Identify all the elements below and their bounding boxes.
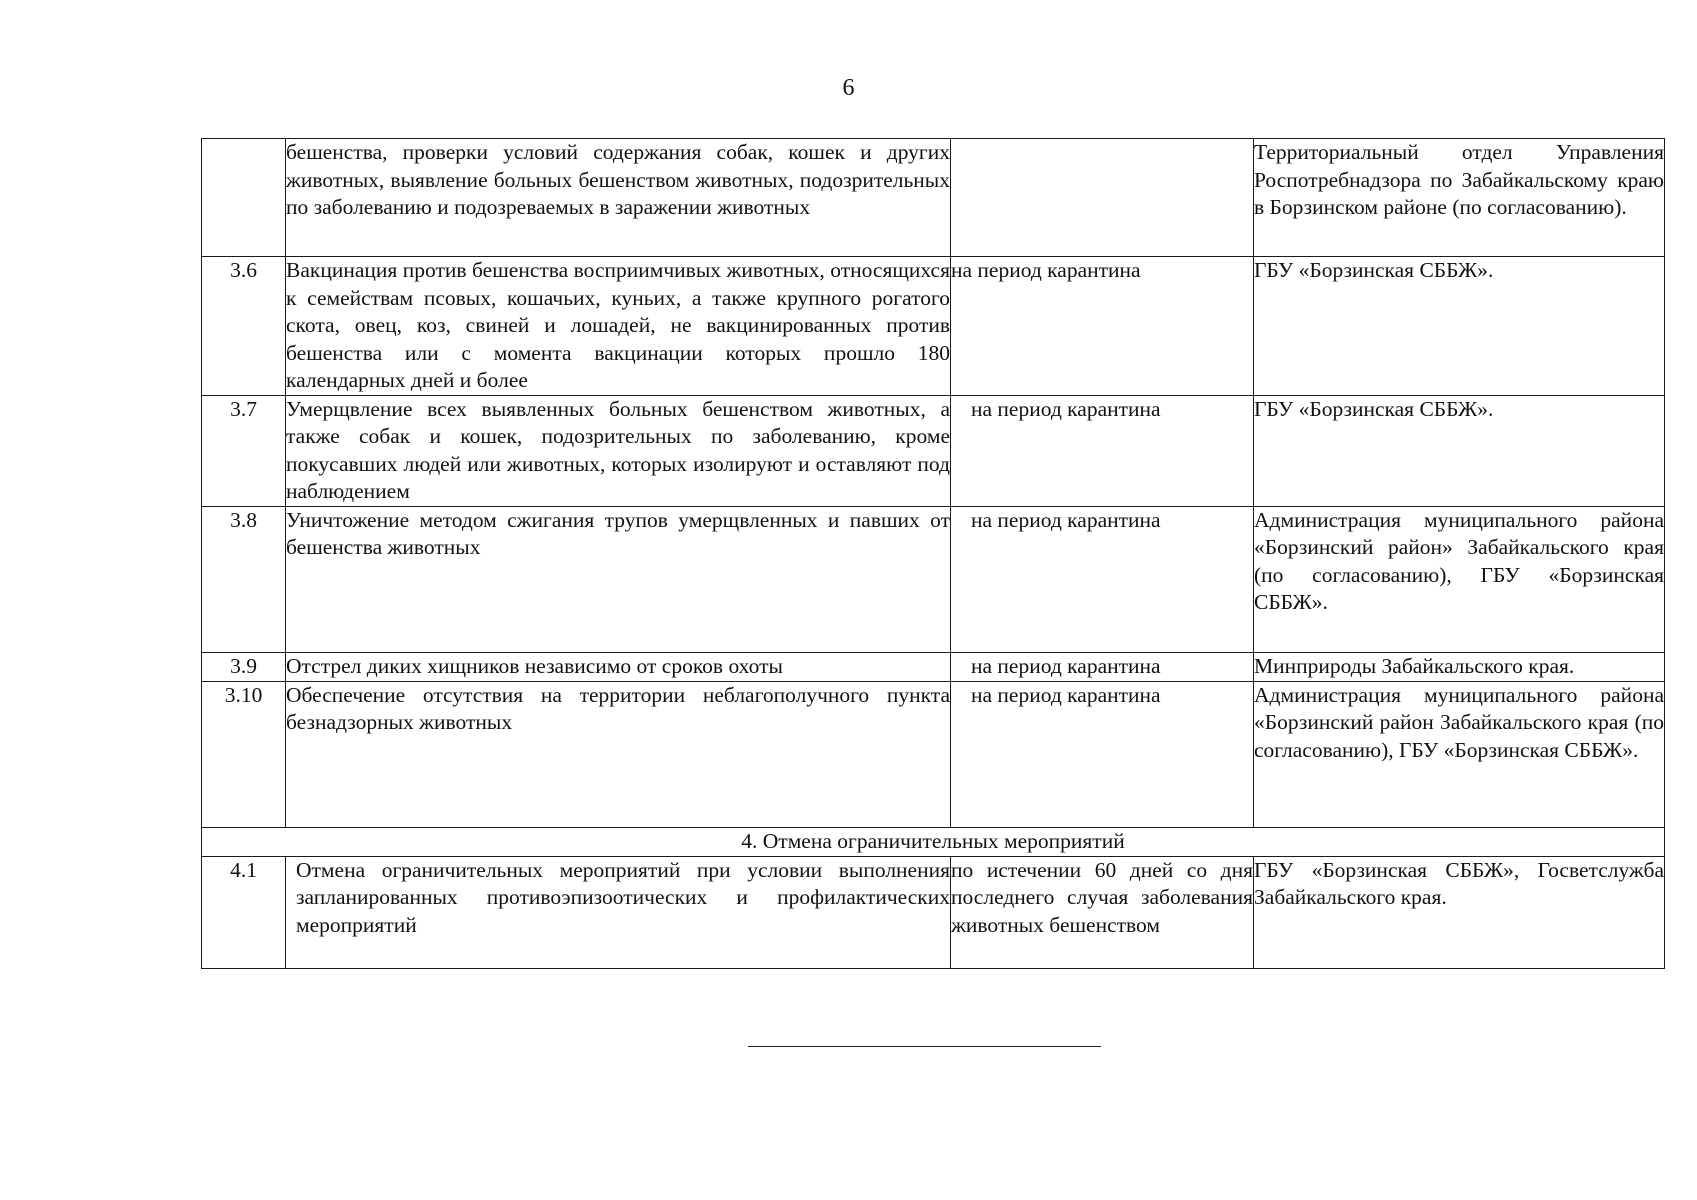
table-row (202, 139, 1665, 257)
row-number: 3.10 (202, 681, 286, 827)
row-number: 3.6 (202, 257, 286, 396)
row-number: 3.8 (202, 506, 286, 652)
table-row (202, 395, 1665, 506)
term-cell: на период карантина (951, 681, 1254, 827)
table-row (202, 856, 1665, 968)
end-of-document-line (748, 1046, 1101, 1047)
responsible-cell: Администрация муниципального района «Борзинский район» Забайкальского края (по согласованию), ГБУ «Борзинская СББЖ». (1254, 506, 1665, 652)
page-number: 6 (842, 75, 855, 101)
measure-cell: Отстрел диких хищников независимо от сроков охоты (286, 652, 951, 681)
table-row (202, 681, 1665, 827)
measure-cell: Вакцинация против бешенства восприимчивых животных, относящихся к семействам псовых, кошачьих, куньих, а также крупного рогатого скота, овец, коз, свиней и лошадей, не вакцинированных против бешенства или с момента вакцинации которых прошло 180 календарных дней и более (286, 257, 951, 396)
term-cell: на период карантина (951, 395, 1254, 506)
row-number: 3.7 (202, 395, 286, 506)
responsible-cell: Администрация муниципального района «Борзинский район Забайкальского края (по согласованию), ГБУ «Борзинская СББЖ». (1254, 681, 1665, 827)
responsible-cell: ГБУ «Борзинская СББЖ». (1254, 257, 1665, 396)
table-row (202, 652, 1665, 681)
table-row (202, 257, 1665, 396)
responsible-cell: ГБУ «Борзинская СББЖ», Госветслужба Забайкальского края. (1254, 856, 1665, 968)
term-cell: на период карантина (951, 257, 1254, 396)
row-number: 4.1 (202, 856, 286, 968)
section-title: 4. Отмена ограничительных мероприятий (202, 827, 1665, 856)
term-cell: на период карантина (951, 506, 1254, 652)
measures-table (201, 138, 1665, 969)
measure-cell: Обеспечение отсутствия на территории неблагополучного пункта безнадзорных животных (286, 681, 951, 827)
term-cell (951, 139, 1254, 257)
measure-cell: Уничтожение методом сжигания трупов умерщвленных и павших от бешенства животных (286, 506, 951, 652)
measure-cell: Отмена ограничительных мероприятий при условии выполнения запланированных противоэпизоотических и профилактических мероприятий (286, 856, 951, 968)
section-header-row (202, 827, 1665, 856)
table-row (202, 506, 1665, 652)
row-number (202, 139, 286, 257)
responsible-cell: Минприроды Забайкальского края. (1254, 652, 1665, 681)
measure-cell: Умерщвление всех выявленных больных бешенством животных, а также собак и кошек, подозрительных по заболеванию, кроме покусавших людей или животных, которых изолируют и оставляют под наблюдением (286, 395, 951, 506)
term-cell: по истечении 60 дней со дня последнего случая заболевания животных бешенством (951, 856, 1254, 968)
responsible-cell: ГБУ «Борзинская СББЖ». (1254, 395, 1665, 506)
measure-cell: бешенства, проверки условий содержания собак, кошек и других животных, выявление больных бешенством животных, подозрительных по заболеванию и подозреваемых в заражении животных (286, 139, 951, 257)
row-number: 3.9 (202, 652, 286, 681)
responsible-cell: Территориальный отдел Управления Роспотребнадзора по Забайкальскому краю в Борзинском районе (по согласованию). (1254, 139, 1665, 257)
term-cell: на период карантина (951, 652, 1254, 681)
